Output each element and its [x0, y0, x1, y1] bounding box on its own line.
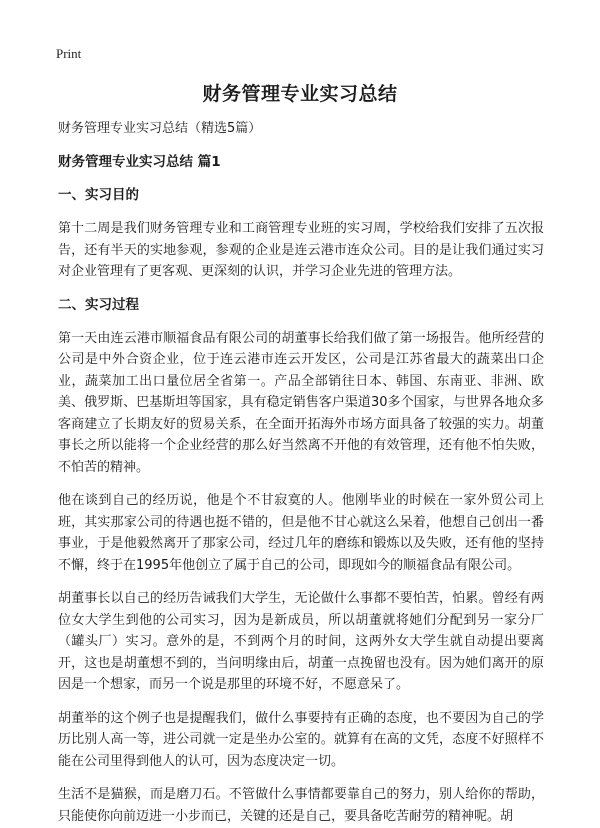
paragraph: 胡董举的这个例子也是提醒我们，做什么事要持有正确的态度，也不要因为自己的学历比别人高一等，进公司就一定是坐办公室的。就算有在高的文凭，态度不好照样不能在公司里得到他人的认可，因为态度决定一切。	[58, 710, 544, 769]
document-body	[58, 118, 544, 828]
document-title: 财务管理专业实习总结	[202, 83, 398, 105]
paragraph: 他在谈到自己的经历说，他是个不甘寂寞的人。他刚毕业的时候在一家外贸公司上班，其实那家公司的待遇也挺不错的，但是他不甘心就这么呆着，他想自己创出一番事业，于是他毅然离开了那家公司，经过几年的磨练和锻炼以及失败，还有他的坚持不懈，终于在1995年他创立了属于自己的公司，即现如今的顺福食品有限公司。	[58, 493, 544, 573]
section-heading-purpose: 一、实习目的	[58, 187, 139, 203]
article-heading: 财务管理专业实习总结 篇1	[58, 154, 221, 170]
paragraph: 生活不是猫猴，而是磨刀石。不管做什么事情都要靠自己的努力，别人给你的帮助，只能使你向前迈进一小步而已，关键的还是自己，要具备吃苦耐劳的精神呢。胡	[58, 787, 544, 824]
document-subtitle: 财务管理专业实习总结（精选5篇）	[58, 121, 262, 136]
paragraph: 胡董事长以自己的经历告诫我们大学生，无论做什么事都不要怕苦，怕累。曾经有两位女大学生到他的公司实习，因为是新成员，所以胡董就将她们分配到另一家分厂（罐头厂）实习。意外的是，不到两个月的时间，这两外女大学生就自动提出要离开，这也是胡董想不到的，当问明缘由后，胡董一点挽留也没有。因为她们离开的原因是一个想家，而另一个说是那里的环境不好，不愿意呆了。	[58, 591, 544, 692]
section-heading-process: 二、实习过程	[58, 296, 139, 313]
paragraph: 第一天由连云港市顺福食品有限公司的胡董事长给我们做了第一场报告。他所经营的公司是中外合资企业，位于连云港市连云开发区，公司是江苏省最大的蔬菜出口企业，蔬菜加工出口量位居全省第一。产品全部销往日本、韩国、东南亚、非洲、欧美、俄罗斯、巴基斯坦等国家，具有稳定销售客户渠道30多个国家，与世界各地众多客商建立了长期友好的贸易关系，在全面开拓海外市场方面具备了较强的实力。胡董事长之所以能将一个企业经营的那么好当然离不开他的有效管理，还有他不怕失败，不怕苦的精神。	[58, 330, 544, 475]
paragraph: 第十二周是我们财务管理专业和工商管理专业班的实习周，学校给我们安排了五次报告，还有半天的实地参观，参观的企业是连云港市连众公司。目的是让我们通过实习对企业管理有了更客观、更深刻的认识，并学习企业先进的管理方法。	[58, 221, 544, 279]
print-link[interactable]: Print	[56, 46, 82, 61]
